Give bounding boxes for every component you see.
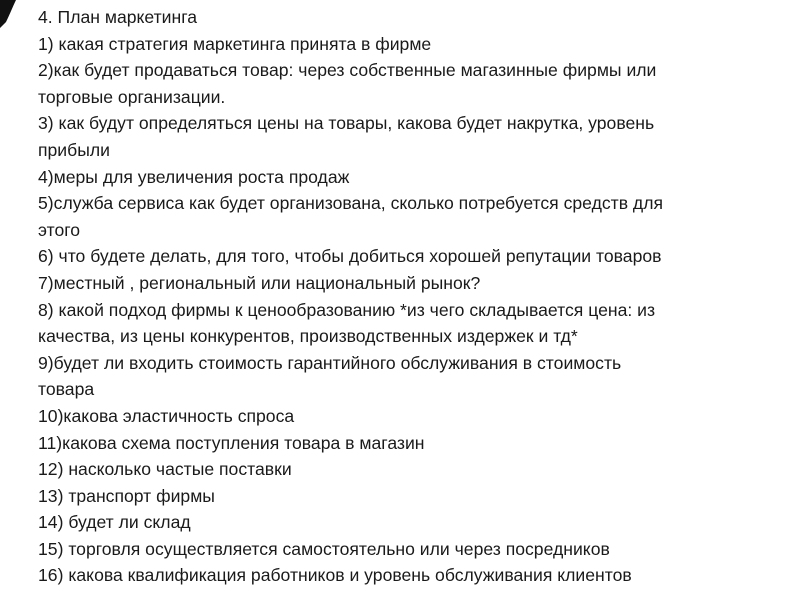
text-line-13: 9)будет ли входить стоимость гарантийного обслуживания в стоимость xyxy=(38,352,622,373)
text-line-7: 5)служба сервиса как будет организована, сколько потребуется средств для xyxy=(38,193,663,214)
text-line-3: торговые организации. xyxy=(38,86,226,107)
document-title: 4. План маркетинга xyxy=(38,7,198,27)
text-line-15: 10)какова эластичность спроса xyxy=(38,405,295,426)
text-line-4: 3) как будут определяться цены на товары, какова будет накрутка, уровень xyxy=(38,113,655,134)
text-line-17: 12) насколько частые поставки xyxy=(38,459,292,480)
text-line-10: 7)местный , региональный или национальный рынок? xyxy=(38,272,481,293)
document xyxy=(38,4,778,589)
text-line-18: 13) транспорт фирмы xyxy=(38,485,215,506)
text-line-12: качества, из цены конкурентов, производственных издержек и тд* xyxy=(38,326,578,347)
text-line-14: товара xyxy=(38,379,95,400)
text-line-16: 11)какова схема поступления товара в магазин xyxy=(38,432,425,453)
text-line-9: 6) что будете делать, для того, чтобы добиться хорошей репутации товаров xyxy=(38,246,662,267)
text-line-1: 1) какая стратегия маркетинга принята в фирме xyxy=(38,33,432,54)
text-line-5: прибыли xyxy=(38,139,110,160)
text-line-21: 16) какова квалификация работников и уровень обслуживания клиентов xyxy=(38,565,632,586)
text-line-11: 8) какой подход фирмы к ценообразованию *из чего складывается цена: из xyxy=(38,299,656,320)
corner-dark-shape xyxy=(0,0,22,28)
text-line-8: этого xyxy=(38,219,81,240)
text-line-6: 4)меры для увеличения роста продаж xyxy=(38,166,350,187)
text-line-2: 2)как будет продаваться товар: через собственные магазинные фирмы или xyxy=(38,60,657,81)
text-line-19: 14) будет ли склад xyxy=(38,512,191,533)
text-line-20: 15) торговля осуществляется самостоятельно или через посредников xyxy=(38,538,610,559)
